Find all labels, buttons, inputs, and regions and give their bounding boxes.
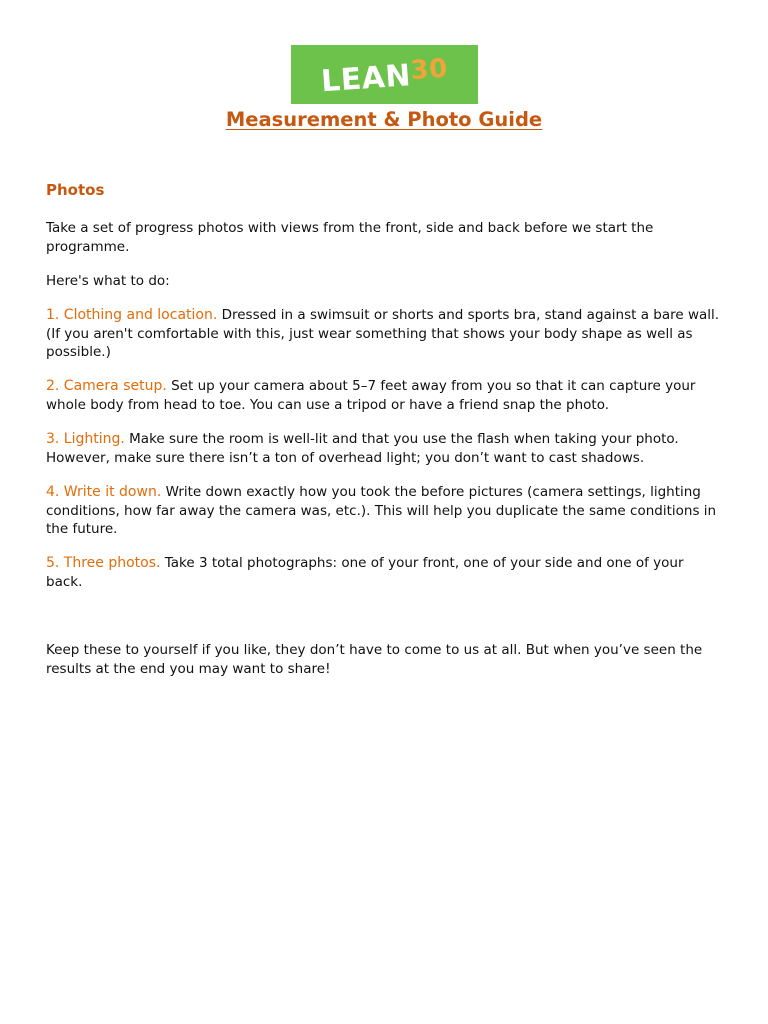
lead-in-paragraph: Here's what to do: <box>46 273 170 289</box>
step-lighting <box>46 430 722 467</box>
logo-accent-text: 30 <box>409 53 449 87</box>
closing-paragraph: Keep these to yourself if you like, they don’t have to come to us at all. But when you’ve seen the results at the end you may want to share! <box>46 642 703 677</box>
step-label: 3. Lighting. <box>46 431 125 447</box>
logo-wordmark <box>320 54 449 100</box>
step-camera-setup <box>46 377 722 414</box>
step-text: Dressed in a swimsuit or shorts and sports bra, stand against a bare wall. (If you aren't comfortable with this, just wear something that shows your body shape as well as possible.) <box>46 307 720 360</box>
section-heading-photos: Photos <box>46 181 105 199</box>
step-label: 1. Clothing and location. <box>46 307 218 323</box>
step-label: 4. Write it down. <box>46 484 162 500</box>
lean30-logo <box>291 45 478 104</box>
step-text: Write down exactly how you took the before pictures (camera settings, lighting conditions, how far away the camera was, etc.). This will help you duplicate the same conditions in the future. <box>46 484 717 537</box>
step-text: Set up your camera about 5–7 feet away from you so that it can capture your whole body from head to toe. You can use a tripod or have a friend snap the photo. <box>46 378 696 413</box>
step-text: Take 3 total photographs: one of your front, one of your side and one of your back. <box>46 555 684 590</box>
step-label: 5. Three photos. <box>46 555 161 571</box>
step-clothing-location <box>46 306 722 362</box>
step-text: Make sure the room is well-lit and that you use the flash when taking your photo. However, make sure there isn’t a ton of overhead light; you don’t want to cast shadows. <box>46 431 679 466</box>
step-label: 2. Camera setup. <box>46 378 167 394</box>
step-three-photos <box>46 554 722 591</box>
step-write-it-down <box>46 483 722 539</box>
intro-paragraph: Take a set of progress photos with views from the front, side and back before we start the programme. <box>46 220 654 255</box>
document-title: Measurement & Photo Guide <box>225 108 543 131</box>
logo-main-text: LEAN <box>319 58 413 100</box>
